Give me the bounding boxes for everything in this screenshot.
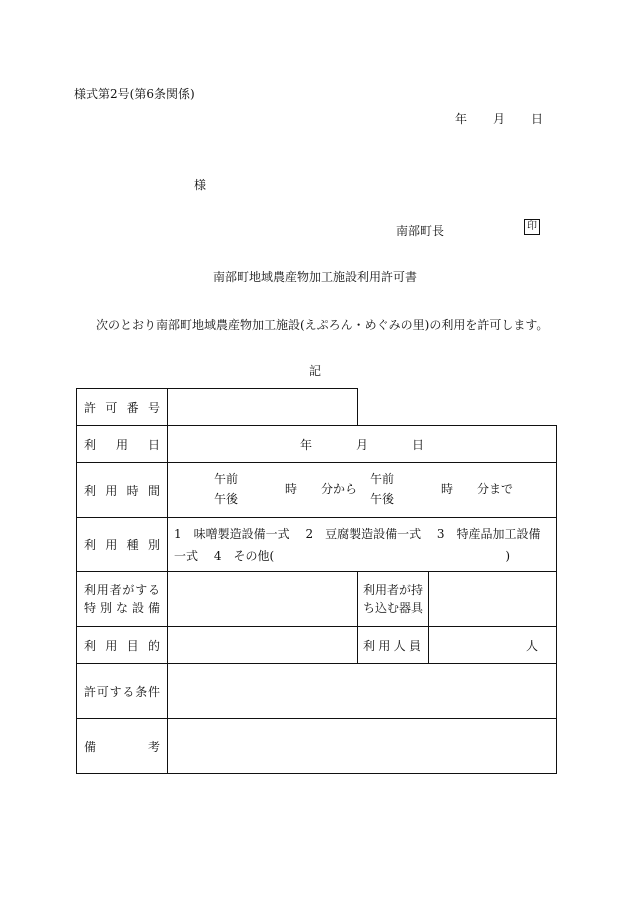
addressee-suffix: 様 <box>194 178 207 192</box>
row-use-type <box>77 518 557 572</box>
row-permit-number <box>77 389 557 426</box>
row-use-time <box>77 463 557 518</box>
value-use-type[interactable] <box>168 518 557 572</box>
label-purpose <box>77 627 168 664</box>
use-day: 日 <box>412 437 425 452</box>
label-remarks <box>77 719 168 774</box>
label-special-equipment <box>77 572 168 627</box>
value-special-equipment[interactable] <box>168 572 358 627</box>
label-use-time <box>77 463 168 518</box>
use-month: 月 <box>355 437 368 452</box>
row-special-equipment <box>77 572 557 627</box>
row-conditions <box>77 664 557 719</box>
value-purpose[interactable] <box>168 627 358 664</box>
hour2-label: 時 <box>441 482 454 496</box>
until-label: 分まで <box>477 482 514 496</box>
special-equipment-label-1: 利 用 者 が す る <box>84 583 160 597</box>
document-title: 南部町地域農産物加工施設利用許可書 <box>212 270 417 284</box>
label-headcount <box>358 627 429 664</box>
use-type-line2: 一式 4 その他( <box>174 548 275 563</box>
row-use-date <box>77 426 557 463</box>
use-time-label: 利 用 時 間 <box>84 483 160 498</box>
year-label: 年 <box>455 112 468 126</box>
label-use-type <box>77 518 168 572</box>
person-unit: 人 <box>525 638 538 653</box>
use-date-label: 利 用 日 <box>84 437 160 452</box>
issuer-name: 南部町長 <box>396 224 445 238</box>
blank-area <box>358 389 557 426</box>
brought-label-1: 利用者が持 <box>363 583 424 597</box>
permit-number-label: 許 可 番 号 <box>84 400 160 415</box>
issue-date <box>455 110 543 127</box>
row-remarks <box>77 719 557 774</box>
permit-table <box>76 388 557 774</box>
ki-heading: 記 <box>308 364 321 378</box>
day-label: 日 <box>531 112 544 126</box>
headcount-label: 利 用 人 員 <box>363 638 421 653</box>
use-type-close: ) <box>505 548 510 563</box>
value-conditions[interactable] <box>168 664 557 719</box>
label-brought-equipment <box>358 572 429 627</box>
value-brought-equipment[interactable] <box>429 572 557 627</box>
purpose-label: 利 用 目 的 <box>84 638 160 653</box>
form-number: 様式第2号(第6条関係) <box>74 87 195 101</box>
use-year: 年 <box>299 437 312 452</box>
body-text: 次のとおり南部町地域農産物加工施設(えぷろん・めぐみの里)の利用を許可します。 <box>96 318 549 332</box>
label-use-date <box>77 426 168 463</box>
pm2-label: 午後 <box>370 492 395 506</box>
special-equipment-label-2: 特 別 な 設 備 <box>84 601 160 615</box>
remarks-label: 備 考 <box>84 739 160 754</box>
label-conditions <box>77 664 168 719</box>
am-label: 午前 <box>214 472 239 486</box>
seal-mark: 印 <box>524 219 540 235</box>
value-use-date[interactable] <box>168 426 557 463</box>
label-permit-number <box>77 389 168 426</box>
use-type-line1: 1 味噌製造設備一式 2 豆腐製造設備一式 3 特産品加工設備 <box>174 526 541 541</box>
hour-label: 時 <box>285 482 298 496</box>
value-remarks[interactable] <box>168 719 557 774</box>
pm-label: 午後 <box>214 492 239 506</box>
use-type-label: 利 用 種 別 <box>84 538 160 552</box>
row-purpose <box>77 627 557 664</box>
value-permit-number[interactable] <box>168 389 358 426</box>
value-headcount[interactable] <box>429 627 557 664</box>
brought-label-2: ち込む器具 <box>363 601 424 615</box>
value-use-time[interactable] <box>168 463 557 518</box>
month-label: 月 <box>493 112 506 126</box>
from-label: 分から <box>321 482 358 496</box>
conditions-label: 許 可 す る 条 件 <box>84 684 160 699</box>
am2-label: 午前 <box>370 472 395 486</box>
